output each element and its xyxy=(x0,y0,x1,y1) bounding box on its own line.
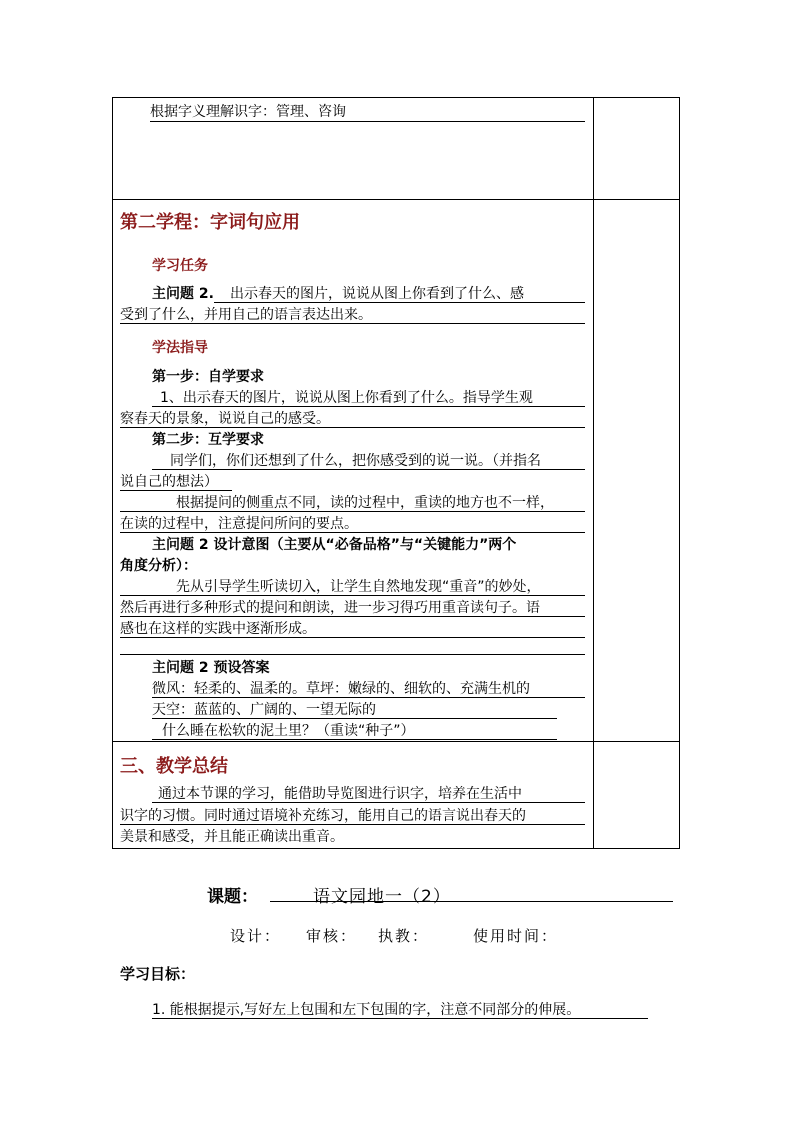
underline xyxy=(152,469,585,470)
underline xyxy=(152,718,557,719)
underline xyxy=(214,302,585,303)
teach-label: 执教： xyxy=(378,927,430,945)
underline xyxy=(152,406,585,407)
underline xyxy=(120,532,585,533)
task-heading: 学习任务 xyxy=(152,258,208,274)
underline xyxy=(152,802,585,803)
intent-label: 主问题 2 设计意图（主要从“必备品格”与“关键能力”两个 xyxy=(152,537,517,553)
intent-line: 然后再进行多种形式的提问和朗读，进一步习得巧用重音读句子。语 xyxy=(120,600,540,616)
underline xyxy=(120,323,585,324)
underline xyxy=(120,637,585,638)
underline xyxy=(152,697,585,698)
underline xyxy=(120,511,585,512)
step1-line: 1、出示春天的图片，说说从图上你看到了什么。指导学生观 xyxy=(160,390,533,406)
review-label: 审核： xyxy=(306,927,358,945)
underline xyxy=(120,427,585,428)
underline xyxy=(120,616,585,617)
answer-line: 微风：轻柔的、温柔的。草坪：嫩绿的、细软的、充满生机的 xyxy=(152,681,530,697)
intent-line: 感也在这样的实践中逐渐形成。 xyxy=(120,621,316,637)
underline xyxy=(152,739,557,740)
lesson-title-label: 课题： xyxy=(207,887,258,907)
main-question-line: 出示春天的图片，说说从图上你看到了什么、感 xyxy=(230,286,524,302)
title-underline xyxy=(270,901,673,902)
answer-line: 天空：蓝蓝的、广阔的、一望无际的 xyxy=(152,702,376,718)
step2-label: 第二步：互学要求 xyxy=(152,432,264,448)
answer-label: 主问题 2 预设答案 xyxy=(152,660,270,676)
column-divider xyxy=(593,98,594,848)
intent-line: 先从引导学生听读切入，让学生自然地发现“重音”的妙处， xyxy=(176,579,541,595)
underline xyxy=(120,824,585,825)
step2-line: 在读的过程中，注意提问所问的要点。 xyxy=(120,516,358,532)
goals-heading: 学习目标： xyxy=(120,965,196,983)
method-heading: 学法指导 xyxy=(152,340,208,356)
step1-label: 第一步：自学要求 xyxy=(152,369,264,385)
section3-heading: 三、教学总结 xyxy=(120,756,228,777)
step2-line: 说自己的想法） xyxy=(120,474,218,490)
summary-line: 美景和感受，并且能正确读出重音。 xyxy=(120,829,344,845)
row-divider xyxy=(113,199,679,200)
main-question-line: 受到了什么，并用自己的语言表达出来。 xyxy=(120,307,372,323)
underline xyxy=(120,654,585,655)
summary-line: 识字的习惯。同时通过语境补充练习，能用自己的语言说出春天的 xyxy=(120,808,526,824)
main-question-label: 主问题 2. xyxy=(152,286,214,302)
intent-label: 角度分析）： xyxy=(120,558,197,574)
underline xyxy=(152,1018,648,1019)
step2-line: 同学们，你们还想到了什么，把你感受到的说一说。（并指名 xyxy=(170,453,541,469)
goal-item: 1. 能根据提示,写好左上包围和左下包围的字，注意不同部分的伸展。 xyxy=(152,1002,581,1018)
section2-heading: 第二学程：字词句应用 xyxy=(120,212,300,233)
summary-line: 通过本节课的学习，能借助导览图进行识字，培养在生活中 xyxy=(158,786,522,802)
step2-line: 根据提问的侧重点不同，读的过程中，重读的地方也不一样， xyxy=(176,495,554,511)
step1-line: 察春天的景象，说说自己的感受。 xyxy=(120,411,330,427)
lesson-title-value: 语文园地一（2） xyxy=(313,887,451,907)
underline xyxy=(150,121,585,122)
design-label: 设计： xyxy=(230,927,282,945)
underline xyxy=(120,490,232,491)
time-label: 使用时间： xyxy=(473,927,559,945)
row-divider xyxy=(113,741,679,742)
answer-line: 什么睡在松软的泥土里？（重读“种子”） xyxy=(162,723,415,739)
underline xyxy=(120,595,585,596)
section1-text: 根据字义理解识字：管理、咨询 xyxy=(150,104,346,120)
